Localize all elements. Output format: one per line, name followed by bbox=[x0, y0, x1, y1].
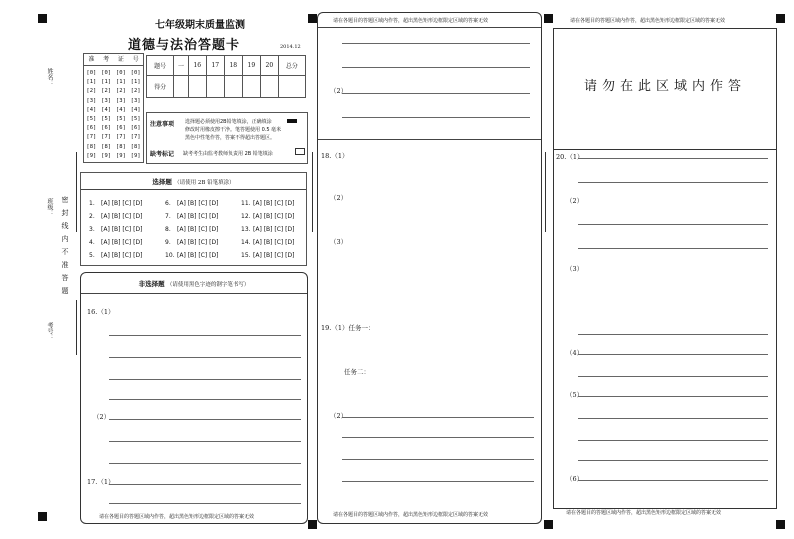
answer-line[interactable] bbox=[578, 248, 768, 249]
score-header: 19 bbox=[242, 56, 260, 76]
registration-mark bbox=[544, 520, 553, 529]
digit-bubble[interactable]: [7] bbox=[86, 134, 97, 141]
choice-options[interactable]: [A] [B] [C] [D] bbox=[253, 226, 295, 233]
score-cell[interactable] bbox=[174, 76, 189, 98]
question-20-6: （6） bbox=[566, 475, 584, 483]
choice-options[interactable]: [A] [B] [C] [D] bbox=[253, 200, 295, 207]
answer-line[interactable] bbox=[109, 419, 301, 420]
seal-line bbox=[76, 300, 77, 355]
question-19-2: （2） bbox=[330, 412, 348, 420]
score-cell[interactable] bbox=[260, 76, 278, 98]
score-header: 17 bbox=[206, 56, 224, 76]
digit-bubble[interactable]: [5] bbox=[130, 116, 141, 123]
digit-bubble[interactable]: [5] bbox=[101, 116, 112, 123]
digit-bubble[interactable]: [8] bbox=[101, 143, 112, 150]
subject-title: 道德与法治答题卡 bbox=[128, 38, 241, 53]
digit-bubble[interactable]: [2] bbox=[101, 88, 112, 95]
digit-bubble[interactable]: [5] bbox=[86, 116, 97, 123]
candidate-header-char: 考 bbox=[103, 56, 110, 63]
choice-number: 8. bbox=[165, 226, 171, 233]
choice-number: 3. bbox=[89, 226, 95, 233]
digit-bubble[interactable]: [9] bbox=[86, 152, 97, 159]
choice-question-row[interactable] bbox=[241, 200, 294, 207]
choice-number: 11. bbox=[241, 200, 251, 207]
question-16-2: （2） bbox=[93, 413, 111, 421]
score-header: 20 bbox=[260, 56, 278, 76]
digit-bubble[interactable]: [4] bbox=[130, 106, 141, 113]
choice-options[interactable]: [A] [B] [C] [D] bbox=[101, 239, 143, 246]
registration-mark bbox=[776, 14, 785, 23]
answer-line[interactable] bbox=[578, 354, 768, 355]
panel-separator bbox=[312, 152, 313, 232]
digit-bubble[interactable]: [4] bbox=[115, 106, 126, 113]
digit-bubble[interactable]: [9] bbox=[130, 152, 141, 159]
answer-line[interactable] bbox=[342, 481, 534, 482]
digit-bubble[interactable]: [1] bbox=[101, 79, 112, 86]
digit-bubble[interactable]: [2] bbox=[115, 88, 126, 95]
choice-options[interactable]: [A] [B] [C] [D] bbox=[177, 252, 219, 259]
answer-line[interactable] bbox=[342, 93, 530, 94]
digit-bubble[interactable]: [6] bbox=[115, 125, 126, 132]
choice-question-row[interactable] bbox=[241, 252, 294, 259]
answer-line[interactable] bbox=[342, 459, 534, 460]
notice-line: 选择题必须使用2B铅笔填涂，正确填涂 bbox=[185, 119, 272, 125]
answer-panel-3 bbox=[553, 148, 777, 509]
choice-number: 5. bbox=[89, 252, 95, 259]
candidate-header-char: 准 bbox=[88, 56, 95, 63]
score-cell[interactable] bbox=[224, 76, 242, 98]
answer-line[interactable] bbox=[578, 158, 768, 159]
choice-hint: （请使用 2B 铅笔填涂） bbox=[174, 180, 235, 186]
choice-question-row[interactable] bbox=[89, 200, 142, 207]
digit-bubble[interactable]: [3] bbox=[86, 97, 97, 104]
choice-question-row[interactable] bbox=[241, 239, 294, 246]
digit-bubble[interactable]: [8] bbox=[115, 143, 126, 150]
score-cell[interactable] bbox=[206, 76, 224, 98]
digit-bubble[interactable]: [1] bbox=[86, 79, 97, 86]
choice-options[interactable]: [A] [B] [C] [D] bbox=[177, 200, 219, 207]
answer-line[interactable] bbox=[342, 117, 530, 118]
score-header: 18 bbox=[224, 56, 242, 76]
choice-section bbox=[80, 172, 307, 266]
registration-mark bbox=[544, 14, 553, 23]
choice-options[interactable]: [A] [B] [C] [D] bbox=[101, 200, 143, 207]
score-cell[interactable] bbox=[188, 76, 206, 98]
answer-line[interactable] bbox=[109, 503, 301, 504]
notice-line: 修改时用橡皮擦干净。笔答题使用 0.5 毫米 bbox=[185, 127, 282, 133]
registration-mark bbox=[38, 14, 47, 23]
region-notice: 请在各题目的答题区域内作答，超出黑色矩形边框限定区域的答案无效 bbox=[566, 510, 722, 516]
answer-line[interactable] bbox=[578, 460, 768, 461]
answer-line[interactable] bbox=[109, 441, 301, 442]
candidate-header-char: 证 bbox=[117, 56, 124, 63]
choice-options[interactable]: [A] [B] [C] [D] bbox=[177, 213, 219, 220]
choice-question-row[interactable] bbox=[89, 239, 142, 246]
choice-options[interactable]: [A] [B] [C] [D] bbox=[253, 213, 295, 220]
digit-bubble[interactable]: [3] bbox=[101, 97, 112, 104]
digit-bubble[interactable]: [1] bbox=[115, 79, 126, 86]
choice-question-row[interactable] bbox=[165, 213, 218, 220]
choice-title: 选择题 bbox=[152, 178, 172, 186]
answer-panel-2 bbox=[317, 12, 542, 524]
score-table bbox=[146, 55, 306, 98]
choice-number: 2. bbox=[89, 213, 95, 220]
choice-number: 1. bbox=[89, 200, 95, 207]
question-16-1: 16.（1） bbox=[87, 308, 115, 316]
score-cell[interactable] bbox=[242, 76, 260, 98]
digit-bubble[interactable]: [6] bbox=[101, 125, 112, 132]
choice-question-row[interactable] bbox=[165, 200, 218, 207]
nonchoice-title: 非选择题 bbox=[138, 280, 165, 288]
digit-bubble[interactable]: [7] bbox=[130, 134, 141, 141]
choice-options[interactable]: [A] [B] [C] [D] bbox=[101, 252, 143, 259]
digit-bubble[interactable]: [5] bbox=[115, 116, 126, 123]
digit-bubble[interactable]: [7] bbox=[101, 134, 112, 141]
choice-number: 15. bbox=[241, 252, 251, 259]
candidate-number-grid[interactable] bbox=[83, 53, 144, 163]
digit-bubble[interactable]: [4] bbox=[101, 106, 112, 113]
answer-line[interactable] bbox=[578, 396, 768, 397]
answer-line[interactable] bbox=[109, 357, 301, 358]
divider bbox=[81, 293, 307, 294]
divider bbox=[318, 139, 541, 140]
score-header: 题号 bbox=[147, 56, 174, 76]
digit-bubble[interactable]: [9] bbox=[101, 152, 112, 159]
question-20-2: （2） bbox=[566, 197, 584, 205]
choice-number: 6. bbox=[165, 200, 171, 207]
digit-bubble[interactable]: [7] bbox=[115, 134, 126, 141]
answer-line[interactable] bbox=[578, 480, 768, 481]
fill-example-mark bbox=[287, 119, 297, 123]
score-header: 总分 bbox=[278, 56, 305, 76]
answer-line[interactable] bbox=[578, 376, 768, 377]
digit-bubble[interactable]: [8] bbox=[130, 143, 141, 150]
choice-number: 10. bbox=[165, 252, 175, 259]
question-18-3: （3） bbox=[330, 238, 348, 246]
panel-separator bbox=[545, 152, 546, 232]
question-20-5: （5） bbox=[566, 391, 584, 399]
choice-question-row[interactable] bbox=[241, 226, 294, 233]
choice-question-row[interactable] bbox=[165, 239, 218, 246]
answer-line[interactable] bbox=[109, 379, 301, 380]
choice-number: 14. bbox=[241, 239, 251, 246]
score-header: 一 bbox=[174, 56, 189, 76]
exam-title: 七年级期末质量监测 bbox=[155, 20, 245, 31]
registration-mark bbox=[776, 520, 785, 529]
choice-number: 9. bbox=[165, 239, 171, 246]
digit-bubble[interactable]: [0] bbox=[86, 70, 97, 76]
nonchoice-hint: （请使用黑色字迹的钢字笔书写） bbox=[166, 282, 250, 288]
question-19-1: 19.（1）任务一： bbox=[321, 324, 375, 332]
digit-bubble[interactable]: [8] bbox=[86, 143, 97, 150]
region-notice: 请在各题目的答题区域内作答，超出黑色矩形边框限定区域的答案无效 bbox=[570, 18, 726, 24]
score-header: 16 bbox=[188, 56, 206, 76]
answer-line[interactable] bbox=[578, 224, 768, 225]
choice-number: 7. bbox=[165, 213, 171, 220]
choice-options[interactable]: [A] [B] [C] [D] bbox=[177, 226, 219, 233]
registration-mark bbox=[38, 512, 47, 521]
question-17-1: 17.（1） bbox=[87, 478, 115, 486]
nonchoice-section bbox=[80, 272, 308, 524]
question-19-task2: 任务二： bbox=[344, 368, 370, 376]
answer-line[interactable] bbox=[109, 335, 301, 336]
choice-question-row[interactable] bbox=[89, 252, 142, 259]
choice-options[interactable]: [A] [B] [C] [D] bbox=[253, 252, 295, 259]
absent-checkbox[interactable] bbox=[295, 148, 305, 155]
answer-line[interactable] bbox=[578, 182, 768, 183]
question-20-3: （3） bbox=[566, 265, 584, 273]
class-label: 班级： bbox=[46, 198, 53, 216]
choice-options[interactable]: [A] [B] [C] [D] bbox=[101, 226, 143, 233]
answer-line[interactable] bbox=[342, 437, 534, 438]
region-notice: 请在各题目的答题区域内作答，超出黑色矩形边框限定区域的答案无效 bbox=[99, 514, 255, 520]
notice-title: 注意事项 bbox=[150, 121, 175, 128]
digit-bubble[interactable]: [1] bbox=[130, 79, 141, 86]
exam-no-label: 考号： bbox=[46, 322, 53, 340]
answer-line[interactable] bbox=[578, 440, 768, 441]
answer-line[interactable] bbox=[578, 418, 768, 419]
digit-bubble[interactable]: [9] bbox=[115, 152, 126, 159]
choice-options[interactable]: [A] [B] [C] [D] bbox=[253, 239, 295, 246]
digit-bubble[interactable]: [4] bbox=[86, 106, 97, 113]
answer-line[interactable] bbox=[342, 67, 530, 68]
answer-line[interactable] bbox=[342, 417, 534, 418]
answer-line[interactable] bbox=[109, 463, 301, 464]
question-20-4: （4） bbox=[566, 349, 584, 357]
forbidden-text: 请勿在此区域内作答 bbox=[583, 79, 746, 94]
answer-line[interactable] bbox=[109, 399, 301, 400]
notice-line: 黑色中性笔作答，答案不得超出答题区。 bbox=[185, 135, 276, 141]
answer-line[interactable] bbox=[342, 43, 530, 44]
choice-options[interactable]: [A] [B] [C] [D] bbox=[177, 239, 219, 246]
notice-box bbox=[146, 112, 308, 164]
score-label: 得分 bbox=[147, 76, 174, 98]
digit-bubble[interactable]: [2] bbox=[130, 88, 141, 95]
absent-label: 缺考标记 bbox=[150, 151, 175, 158]
exam-date: 2014.12 bbox=[280, 44, 301, 50]
answer-line[interactable] bbox=[109, 484, 301, 485]
question-17-2: （2） bbox=[330, 87, 348, 95]
answer-line[interactable] bbox=[578, 334, 768, 335]
forbidden-area bbox=[553, 28, 777, 150]
registration-mark bbox=[308, 520, 317, 529]
divider bbox=[81, 189, 306, 190]
choice-number: 13. bbox=[241, 226, 251, 233]
digit-bubble[interactable]: [6] bbox=[130, 125, 141, 132]
choice-question-row[interactable] bbox=[89, 226, 142, 233]
region-notice: 请在各题目的答题区域内作答，超出黑色矩形边框限定区域的答案无效 bbox=[333, 512, 489, 518]
candidate-header-char: 号 bbox=[132, 56, 139, 63]
choice-question-row[interactable] bbox=[89, 213, 142, 220]
digit-bubble[interactable]: [6] bbox=[86, 125, 97, 132]
digit-bubble[interactable]: [3] bbox=[130, 97, 141, 104]
choice-options[interactable]: [A] [B] [C] [D] bbox=[101, 213, 143, 220]
choice-question-row[interactable] bbox=[241, 213, 294, 220]
digit-bubble[interactable]: [2] bbox=[86, 88, 97, 95]
choice-number: 4. bbox=[89, 239, 95, 246]
absent-text: 缺考考生由监考教师负责用 2B 铅笔填涂 bbox=[183, 151, 273, 157]
question-18-2: （2） bbox=[330, 194, 348, 202]
divider bbox=[318, 27, 541, 28]
choice-question-row[interactable] bbox=[165, 252, 218, 259]
question-20-1: 20.（1） bbox=[556, 153, 584, 161]
digit-bubble[interactable]: [0] bbox=[101, 70, 112, 76]
digit-bubble[interactable]: [0] bbox=[115, 70, 126, 76]
choice-number: 12. bbox=[241, 213, 251, 220]
registration-mark bbox=[308, 14, 317, 23]
region-notice: 请在各题目的答题区域内作答，超出黑色矩形边框限定区域的答案无效 bbox=[333, 18, 489, 24]
score-cell[interactable] bbox=[278, 76, 305, 98]
digit-bubble[interactable]: [0] bbox=[130, 70, 141, 76]
digit-bubble[interactable]: [3] bbox=[115, 97, 126, 104]
question-18-1: 18.（1） bbox=[321, 152, 349, 160]
choice-question-row[interactable] bbox=[165, 226, 218, 233]
name-label: 姓名： bbox=[46, 68, 53, 86]
seal-line bbox=[76, 152, 77, 232]
seal-line-text: 密封线内不准答题 bbox=[61, 196, 69, 300]
